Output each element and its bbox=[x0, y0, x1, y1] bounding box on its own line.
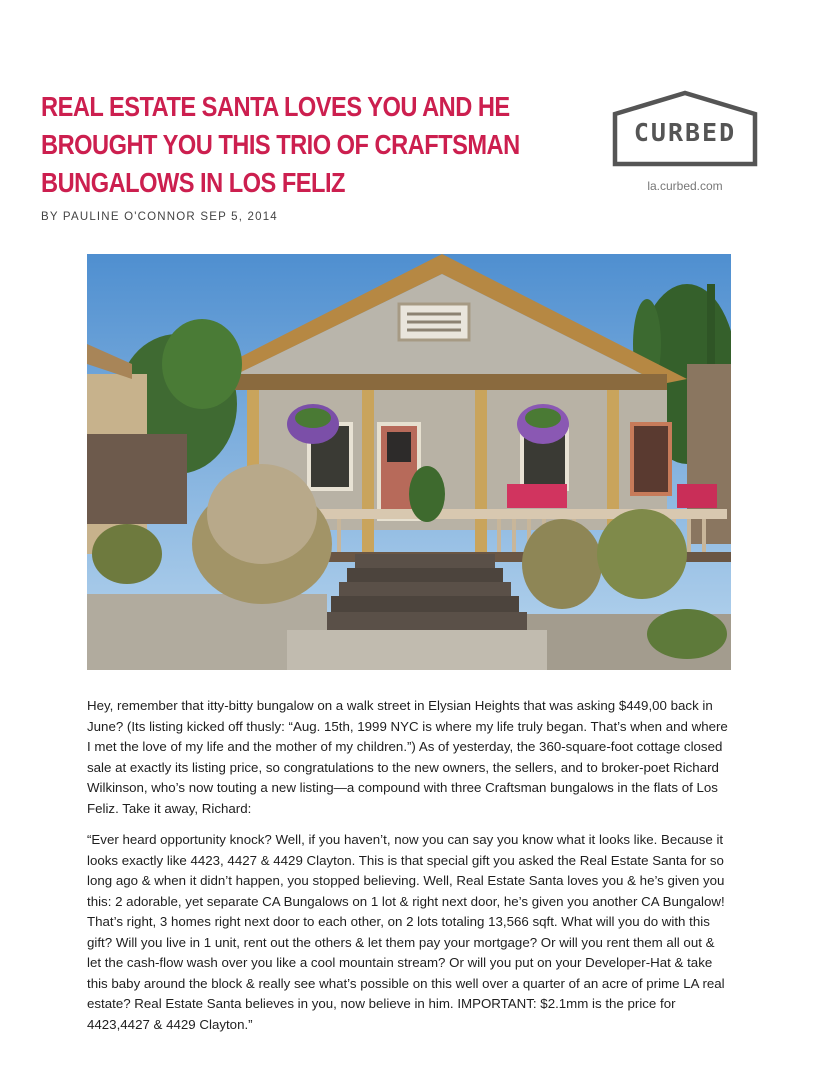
headline-line: REAL ESTATE SANTA LOVES YOU AND HE bbox=[41, 91, 510, 122]
article-body bbox=[87, 696, 732, 1046]
site-url[interactable]: la.curbed.com bbox=[647, 179, 723, 193]
curbed-logo[interactable] bbox=[612, 90, 758, 168]
article-headline bbox=[41, 88, 581, 202]
paragraph: “Ever heard opportunity knock? Well, if you haven’t, now you can say you know what it looks like. Because it looks exactly like 4423, 4427 & 4429 Clayton. This is that special gift you asked the Real Estate Santa for so long ago & when it didn’t happen, you stopped believing. Well, Real Estate Santa loves you & he’s given you this: 2 adorable, yet separate CA Bungalows on 1 lot & right next door, he’s given you another CA Bungalow! That’s right, 3 homes right next door to each other, on 2 lots totaling 13,566 sqft. What will you do with this gift? Will you live in 1 unit, rent out the others & let them pay your mortgage? Or will you rent them all out & let the cash-flow wash over you like a cool mountain stream? Or will you put on your Developer-Hat & take this baby around the block & really see what’s possible on this well over a quarter of an acre of prime LA real estate? Real Estate Santa believes in you, now believe in him. IMPORTANT: $2.1mm is the price for 4423,4427 & 4429 Clayton.” bbox=[87, 832, 725, 1032]
bungalow-photo-icon bbox=[87, 254, 731, 670]
logo-wordmark: CURBED bbox=[633, 118, 737, 147]
house-photo bbox=[87, 254, 731, 670]
headline-line: BUNGALOWS IN LOS FELIZ bbox=[41, 167, 345, 198]
headline-line: BROUGHT YOU THIS TRIO OF CRAFTSMAN bbox=[41, 129, 520, 160]
article-byline: BY PAULINE O'CONNOR SEP 5, 2014 bbox=[41, 211, 278, 223]
paragraph: Hey, remember that itty-bitty bungalow on a walk street in Elysian Heights that was asking $449,00 back in June? (Its listing kicked off thusly: “Aug. 15th, 1999 NYC is where my life truly began. That’s when and where I met the love of my life and the mother of my children.”) As of yesterday, the 360-square-foot cottage closed sale at exactly its listing price, so congratulations to the new owners, the sellers, and to broker-poet Richard Wilkinson, who’s now touting a new listing—a compound with three Craftsman bungalows in the flats of Los Feliz. Take it away, Richard: bbox=[87, 698, 728, 816]
